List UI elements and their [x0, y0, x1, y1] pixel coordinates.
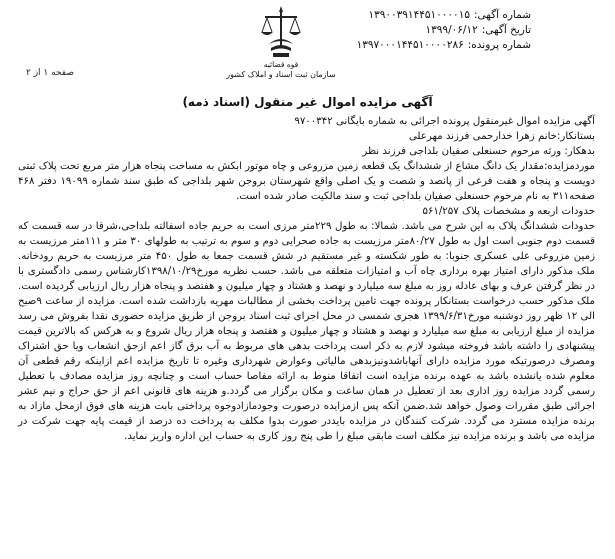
- paragraph-case-reference: آگهی مزایده اموال غیرمنقول پرونده اجرائی به شماره بایگانی ۹۷۰۰۳۴۲: [294, 116, 595, 127]
- paragraph-debtor: بدهکار: ورثه مرحوم حسنعلی صفیان بلداجی فرزند نظر: [362, 146, 595, 157]
- paragraph-auction-subject: موردمزایده:مقدار یک دانگ مشاع از ششدانگ یک قطعه زمین مزروعی و چاه موتور ابکش به مساحت پنجاه هزار متر مربع تحت پلاک ثبتی دویست و پنجاه و هفت فرعی از پانصد و شصت و یک اصلی واقع شهرستان بروجن شهر بلداجی که طبق سند شماره ۱۹۰۹۹ دفتر ۴۶۸ صفحه۳۱۱ به نام مرحوم حسنعلی صفیان بلداجی ثبت و سند مالکیت صادر شده است.: [18, 161, 595, 202]
- paragraph-boundaries-heading: حدودات اربعه و مشخصات پلاک ۵۶۱/۲۵۷: [422, 206, 595, 217]
- paragraph-creditor: بستانکار:خانم زهرا خدارحمی فرزند مهرعلی: [408, 131, 595, 142]
- case-number: ۱۳۹۷۰۰۰۱۴۴۵۱۰۰۰۰۲۸۶: [356, 39, 464, 51]
- notice-number-label: شماره آگهی:: [473, 9, 531, 21]
- notice-title: آگهی مزایده اموال غیر منقول (اسناد ذمه): [182, 95, 433, 109]
- notice-date-label: تاریخ آگهی:: [481, 24, 531, 36]
- notice-body: [18, 114, 595, 444]
- notice-date: ۱۳۹۹/۰۶/۱۲: [425, 24, 478, 36]
- judiciary-logo: [226, 4, 336, 86]
- paragraph-boundaries-details: حدودات ششدانگ پلاک به این شرح می باشد. شمالا: به طول ۲۲۹متر مرزی است به حریم جاده اسفالته بلداجی،شرقا در سه قسمت که قسمت دوم جنوبی است اول به طول ۸۰/۲۷متر مرزیست به جاده صحرایی دوم و سوم به ترتیب به طولهای ۳۰ متر و ۱۱۱متر مرزیست به زمین مزروعی علی عسکری جنوبا: به طور شکسته و غیر مستقیم در شش قسمت جمعا به طول ۴۵۰ متر مرزیست به حریم رودخانه. ملک مذکور دارای امتیاز بهره برداری چاه آب و امتیازات متعلقه می باشد. حسب نظریه مورخ۱۳۹۸/۱۰/۲۹کارشناس رسمی دادگستری با در نظر گرفتن عرف و بهای عادله روز به مبلغ سه میلیارد و نهصد و هشتاد و چهار میلیون و هفتصد و پنجاه هزار ریال ارزیابی گردیده است. ملک مذکور حسب درخواست بستانکار پرونده جهت تامین پرداخت بخشی از مطالبات مهریه بازداشت شده است. مزایده از ساعت ۹صبح الی ۱۲ ظهر روز دوشنبه مورخ۱۳۹۹/۶/۳۱ هجری شمسی در محل اجرای ثبت اسناد بروجن از طریق مزایده حضوری نقدا بفروش می رسد مزایده از مبلغ ارزیابی به مبلغ سه میلیارد و نهصد و هشتاد و چهار میلیون و هفتصد و پنجاه هزار ریال شروع و به هرکس که بالاترین قیمت پیشنهادی را داشته باشد فروخته میشود لازم به ذکر است پرداخت بدهی های مربوط به آب برق گاز اعم ازحق انشعاب ویا حق اشتراک ومصرف درصورتیکه مورد مزایده دارای آنهاباشدونیزبدهی مالیاتی وعوارض شهرداری وغیره تا تاریخ مزایده اعم ازاینکه رقم قطعی آن معلوم شده یانشده باشد به عهده برنده مزایده است اتفاقا منوط به ارائه مفاصا حساب است و چنانچه روز مزایده مصادف با تعطیل رسمی گردد مزایده روز اداری بعد از تعطیل در همان ساعت و مکان برگزار می گردد.و هزینه های قانونی اعم از حق حراج و نیم عشر اجرائی طبق مقررات وصول خواهد شد.ضمن آنکه پس ازمزایده درصورت وجودمازادوجوه پرداختی بابت هزینه های فوق ازمحل مازاد به برنده مزایده مسترد می گردد. شرکت کنندگان در مزایده بایددر صورت بدوا مکلف به پرداخت ده درصد از قیمت پایه جهت شرکت در مزایده می باشد و برنده مزایده نیز مکلف است مابقی مبلغ را طی پنج روز کاری به حساب این اداره واریز نماید.: [18, 221, 596, 442]
- org-line-1: قوه قضائیه: [263, 60, 299, 69]
- case-number-label: شماره پرونده:: [467, 39, 531, 51]
- org-line-2: سازمان ثبت اسناد و املاک کشور: [226, 70, 336, 79]
- scales-of-justice-icon: [259, 4, 303, 60]
- page-indicator: صفحه ۱ از ۲: [26, 68, 74, 78]
- notice-number: ۱۳۹۰۰۳۹۱۴۴۵۱۰۰۰۰۱۵: [368, 9, 470, 21]
